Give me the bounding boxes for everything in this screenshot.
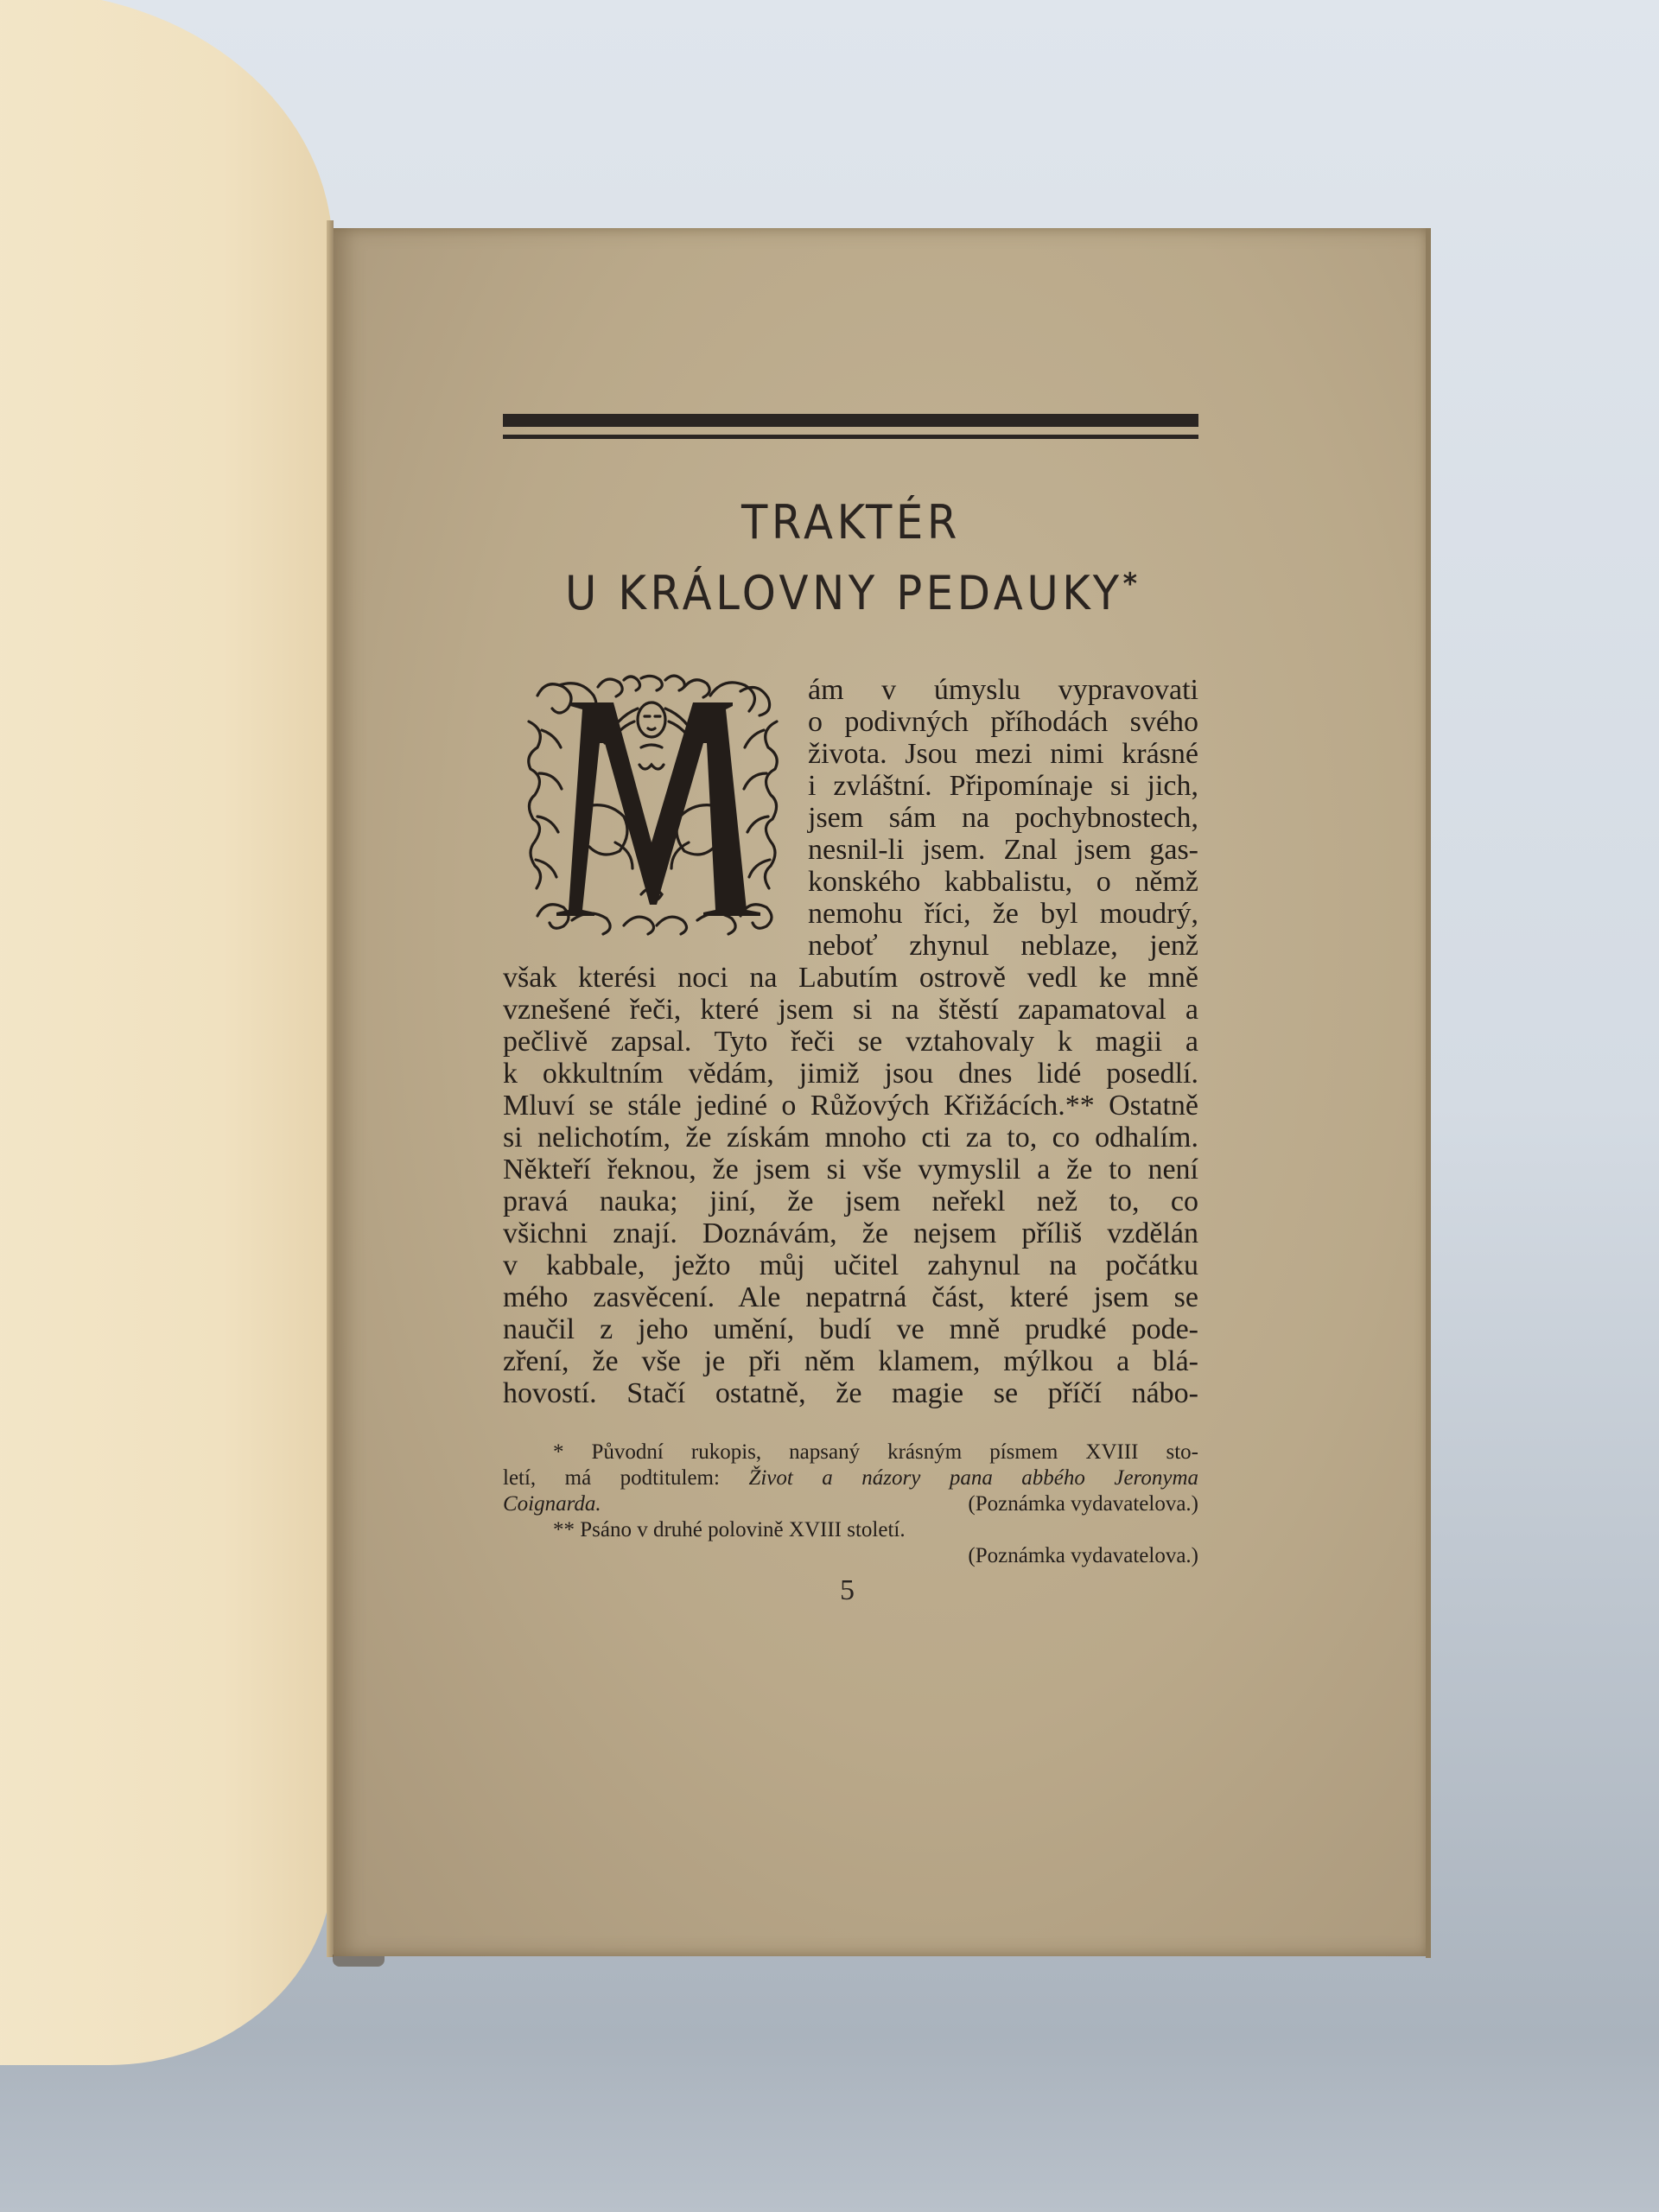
body-line: života. Jsou mezi nimi krásné [808,738,1198,770]
footnote-1-italic-continued: Coignarda. [503,1492,601,1516]
footnote-1-line-3 [503,1491,601,1517]
body-line: ám v úmyslu vypravovati [808,674,1198,706]
body-line: všichni znají. Doznávám, že nejsem příliš vzdělán [503,1217,1198,1249]
ornamental-drop-cap [520,670,785,938]
body-line: Mluví se stále jediné o Růžových Křižácích.** Ostatně [503,1090,1198,1122]
footnote-1-italic-title: Život a názory pana abbého Jeronyma [748,1466,1199,1490]
footnote-1-prefix: letí, má podtitulem: [503,1466,749,1490]
footnote-1-editor-note: (Poznámka vydavatelova.) [968,1492,1198,1516]
body-line: pečlivě zapsal. Tyto řeči se vztahovaly k magii a [503,1026,1198,1058]
body-line: hovostí. Stačí ostatně, že magie se příčí nábo- [503,1377,1198,1409]
body-line: mého zasvěcení. Ale nepatrná část, které jsem se [503,1281,1198,1313]
body-line: konského kabbalistu, o němž [808,866,1198,898]
body-line: však kterési noci na Labutím ostrově vedl ke mně [503,962,1198,994]
body-line: zření, že vše je při něm klamem, mýlkou a blá- [503,1345,1198,1377]
page-number: 5 [840,1574,855,1606]
body-line: neboť zhynul neblaze, jenž [808,930,1198,962]
chapter-title-text: U KRÁLOVNY PEDAUKY [564,566,1123,620]
body-line: k okkultním vědám, jimiž jsou dnes lidé posedlí. [503,1058,1198,1090]
body-line: Někteří řeknou, že jsem si vše vymyslil a že to není [503,1154,1198,1185]
body-line: vznešené řeči, které jsem si na štěstí zapamatoval a [503,994,1198,1026]
book-spine-shadow [333,1955,385,1967]
header-rule-thin [503,435,1198,439]
chapter-title-line-2 [513,558,1189,620]
facing-page-edge [327,220,334,1957]
body-line: naučil z jeho umění, budí ve mně prudké pode- [503,1313,1198,1345]
page-edge [1426,228,1431,1958]
body-line: o podivných příhodách svého [808,706,1198,738]
body-line: si nelichotím, že získám mnoho cti za to, co odhalím. [503,1122,1198,1154]
body-line: i zvláštní. Připomínaje si jich, [808,770,1198,802]
body-line: v kabbale, ježto můj učitel zahynul na počátku [503,1249,1198,1281]
footnote-2-editor-note: (Poznámka vydavatelova.) [968,1544,1198,1567]
body-line: nesnil-li jsem. Znal jsem gas- [808,834,1198,866]
body-line: jsem sám na pochybnostech, [808,802,1198,834]
chapter-title-line-1: TRAKTÉR [741,495,962,550]
footnote-1-line-1: * Původní rukopis, napsaný krásným písmem XVIII sto- [553,1440,1198,1464]
footnote-marker: * [1122,567,1138,601]
body-line: pravá nauka; jiní, že jsem neřekl než to, co [503,1185,1198,1217]
facing-page-left [0,0,333,2065]
footnote-2-line-1: ** Psáno v druhé polovině XVIII století. [553,1518,906,1541]
header-rule-thick [503,414,1198,427]
footnote-1-line-2 [503,1465,1198,1491]
body-line: nemohu říci, že byl moudrý, [808,898,1198,930]
